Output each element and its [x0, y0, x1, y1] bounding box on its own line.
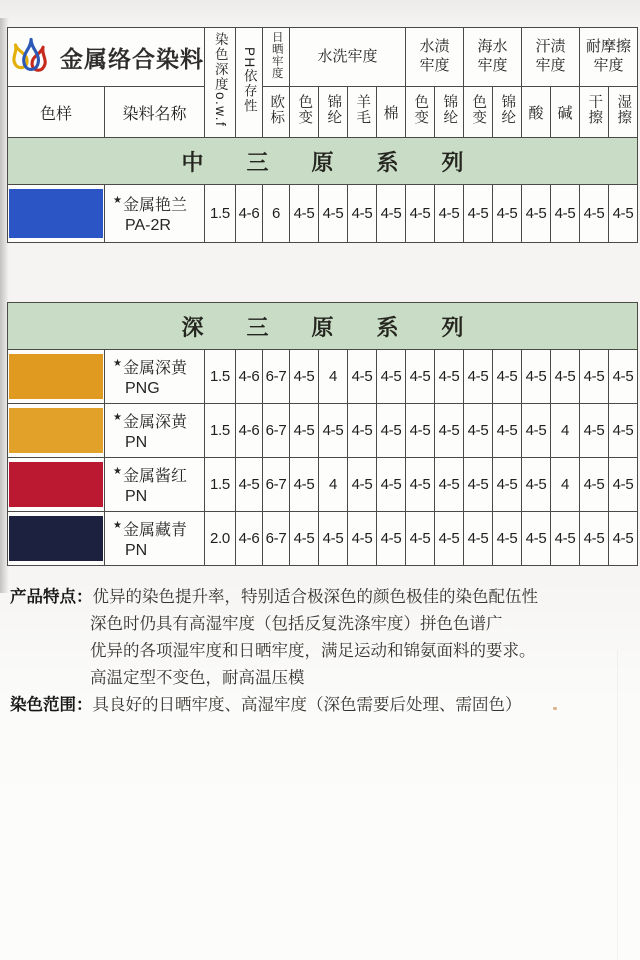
col-header-wash-wool: 羊毛: [348, 87, 377, 138]
fastness-value-cell: 4-5: [406, 404, 435, 458]
fastness-value-cell: 4-5: [435, 404, 464, 458]
dye-name: 金属酱红: [122, 468, 187, 485]
fastness-value-cell: 6-7: [263, 404, 290, 458]
fastness-value-cell: 4-5: [522, 350, 551, 404]
fastness-value-cell: 4-5: [377, 350, 406, 404]
fastness-value-cell: 4-5: [290, 512, 319, 566]
fastness-value-cell: 4-5: [319, 185, 348, 243]
fastness-value-cell: 4-5: [609, 350, 638, 404]
dye-row: [8, 404, 638, 458]
fastness-value-cell: 4-6: [236, 350, 263, 404]
fastness-value-cell: 2.0: [205, 512, 236, 566]
color-swatch: [9, 462, 103, 507]
color-swatch-cell: [8, 512, 105, 566]
col-header-sweat-acid: 酸: [522, 87, 551, 138]
color-swatch-cell: [8, 185, 105, 243]
fastness-value-cell: 4-5: [493, 185, 522, 243]
fastness-value-cell: 6-7: [263, 512, 290, 566]
fastness-value-cell: 4-5: [464, 185, 493, 243]
dye-code: PNG: [125, 380, 160, 397]
fastness-value-cell: 4-5: [290, 458, 319, 512]
fastness-value-cell: 4-5: [551, 350, 580, 404]
fastness-value-cell: 4-5: [406, 512, 435, 566]
dye-name-cell: [105, 512, 205, 566]
dye-name-cell: [105, 458, 205, 512]
fastness-value-cell: 4-5: [348, 185, 377, 243]
fastness-value-cell: 4-5: [435, 185, 464, 243]
star-icon: ★: [113, 412, 122, 423]
series-band-mid: 中三原系列: [8, 138, 638, 185]
fastness-value-cell: 4-5: [435, 458, 464, 512]
dye-name-cell: [105, 404, 205, 458]
col-header-wash-fastness: 水洗牢度: [290, 28, 406, 87]
col-header-dye-name: 染料名称: [105, 87, 205, 138]
col-header-perspiration-fastness: 汗渍牢度: [522, 28, 580, 87]
fastness-value-cell: 4-6: [236, 185, 263, 243]
col-header-stain-nylon: 锦纶: [435, 87, 464, 138]
series-band-deep: 深三原系列: [8, 303, 638, 350]
fastness-value-cell: 4-5: [551, 185, 580, 243]
fastness-value-cell: 1.5: [205, 185, 236, 243]
col-header-rub-wet: 湿擦: [609, 87, 638, 138]
features-line-2: 深色时仍具有高湿牢度（包括反复洗涤牢度）拼色色谱广: [90, 615, 503, 633]
color-swatch-cell: [8, 404, 105, 458]
color-swatch-cell: [8, 350, 105, 404]
fastness-value-cell: 4-5: [377, 512, 406, 566]
fastness-value-cell: 1.5: [205, 350, 236, 404]
dye-name-cell: [105, 185, 205, 243]
fastness-value-cell: 6-7: [263, 350, 290, 404]
fastness-value-cell: 4-5: [464, 350, 493, 404]
fastness-value-cell: 4-5: [493, 350, 522, 404]
fastness-value-cell: 4-5: [580, 512, 609, 566]
fastness-value-cell: 4-5: [290, 350, 319, 404]
features-line-3: 优异的各项湿牢度和日晒牢度，满足运动和锦氨面料的要求。: [90, 642, 536, 660]
brand-title: 金属络合染料: [60, 45, 204, 72]
fastness-value-cell: 4-5: [377, 185, 406, 243]
col-header-eu-standard: 欧标: [263, 87, 290, 138]
fastness-value-cell: 4-5: [435, 512, 464, 566]
col-header-stain-colorchange: 色变: [406, 87, 435, 138]
dye-code: PN: [125, 542, 148, 559]
col-header-light-fastness: 日晒牢度: [263, 28, 290, 87]
dye-row: [8, 350, 638, 404]
fastness-value-cell: 6-7: [263, 458, 290, 512]
fastness-value-cell: 4-5: [580, 458, 609, 512]
fastness-value-cell: 4-5: [348, 512, 377, 566]
dye-table-mid-trichromatic: [7, 27, 638, 243]
fastness-value-cell: 1.5: [205, 404, 236, 458]
color-swatch: [9, 408, 103, 453]
col-header-color-sample: 色样: [8, 87, 105, 138]
fastness-value-cell: 4-5: [406, 185, 435, 243]
fastness-value-cell: 4-5: [319, 404, 348, 458]
fastness-value-cell: 4-5: [348, 350, 377, 404]
dye-row: [8, 185, 638, 243]
col-header-rub-dry: 干擦: [580, 87, 609, 138]
features-label: 产品特点：: [10, 588, 93, 606]
fastness-value-cell: 4-5: [290, 185, 319, 243]
features-line-1: 产品特点：优异的染色提升率，特别适合极深色的颜色极佳的染色配伍性: [10, 588, 538, 606]
dye-row: [8, 512, 638, 566]
fastness-value-cell: 4-5: [464, 512, 493, 566]
col-header-rubbing-fastness: 耐摩擦牢度: [580, 28, 638, 87]
fastness-value-cell: 4-5: [522, 404, 551, 458]
fastness-value-cell: 4-5: [609, 404, 638, 458]
col-header-sea-nylon: 锦纶: [493, 87, 522, 138]
col-header-wash-colorchange: 色变: [290, 87, 319, 138]
product-notes: [10, 584, 635, 719]
color-swatch: [9, 516, 103, 561]
fastness-value-cell: 4-5: [377, 458, 406, 512]
fastness-value-cell: 4-5: [377, 404, 406, 458]
fastness-value-cell: 4-5: [609, 512, 638, 566]
dye-code: PN: [125, 488, 148, 505]
fastness-value-cell: 4-5: [493, 512, 522, 566]
col-header-ph-dependence: PH依存性: [236, 28, 263, 138]
dye-range-line: 染色范围：具良好的日晒牢度、高湿牢度（深色需要后处理、需固色）: [10, 696, 522, 714]
color-swatch: [9, 354, 103, 399]
fastness-value-cell: 4-5: [609, 185, 638, 243]
fastness-value-cell: 4-5: [522, 185, 551, 243]
fastness-value-cell: 4: [319, 350, 348, 404]
fastness-value-cell: 4-5: [551, 512, 580, 566]
fastness-value-cell: 4-5: [580, 404, 609, 458]
star-icon: ★: [113, 520, 122, 531]
fastness-value-cell: 4: [551, 458, 580, 512]
dye-name: 金属藏青: [122, 522, 187, 539]
fastness-value-cell: 6: [263, 185, 290, 243]
color-swatch: [9, 189, 103, 238]
features-line-4: 高温定型不变色，耐高温压模: [90, 669, 305, 687]
fastness-value-cell: 4-5: [493, 458, 522, 512]
dye-row: [8, 458, 638, 512]
fastness-value-cell: 4: [319, 458, 348, 512]
col-header-wash-cotton: 棉: [377, 87, 406, 138]
star-icon: ★: [113, 358, 122, 369]
col-header-sea-colorchange: 色变: [464, 87, 493, 138]
star-icon: ★: [113, 466, 122, 477]
fastness-value-cell: 4-5: [609, 458, 638, 512]
dye-code: PA-2R: [125, 217, 171, 234]
fastness-value-cell: 4-5: [464, 404, 493, 458]
col-header-seawater-fastness: 海水牢度: [464, 28, 522, 87]
fastness-value-cell: 4-5: [580, 185, 609, 243]
col-header-sweat-alkali: 碱: [551, 87, 580, 138]
brand-header-cell: [8, 28, 205, 87]
dye-range-label: 染色范围：: [10, 696, 93, 714]
col-header-dye-depth: 染色深度o.w.f: [205, 28, 236, 138]
dye-name: 金属深黄: [122, 414, 187, 431]
fastness-value-cell: 4-6: [236, 404, 263, 458]
fastness-value-cell: 4-5: [290, 404, 319, 458]
fastness-value-cell: 4-5: [348, 458, 377, 512]
fastness-value-cell: 1.5: [205, 458, 236, 512]
brand-logo-drops-icon: [8, 34, 56, 80]
fastness-value-cell: 4-5: [493, 404, 522, 458]
fastness-value-cell: 4-5: [522, 512, 551, 566]
color-swatch-cell: [8, 458, 105, 512]
star-icon: ★: [113, 195, 122, 206]
dye-name: 金属艳兰: [122, 197, 187, 214]
col-header-water-stain-fastness: 水渍牢度: [406, 28, 464, 87]
fastness-value-cell: 4-5: [406, 350, 435, 404]
fastness-value-cell: 4-6: [236, 512, 263, 566]
fastness-value-cell: 4-5: [319, 512, 348, 566]
dye-name-cell: [105, 350, 205, 404]
fastness-value-cell: 4-5: [236, 458, 263, 512]
fastness-value-cell: 4: [551, 404, 580, 458]
dye-name: 金属深黄: [122, 360, 187, 377]
dye-code: PN: [125, 434, 148, 451]
fastness-value-cell: 4-5: [406, 458, 435, 512]
fastness-value-cell: 4-5: [522, 458, 551, 512]
fastness-value-cell: 4-5: [435, 350, 464, 404]
fastness-value-cell: 4-5: [348, 404, 377, 458]
dye-table-deep-trichromatic: [7, 302, 638, 566]
col-header-wash-nylon: 锦纶: [319, 87, 348, 138]
fastness-value-cell: 4-5: [464, 458, 493, 512]
fastness-value-cell: 4-5: [580, 350, 609, 404]
